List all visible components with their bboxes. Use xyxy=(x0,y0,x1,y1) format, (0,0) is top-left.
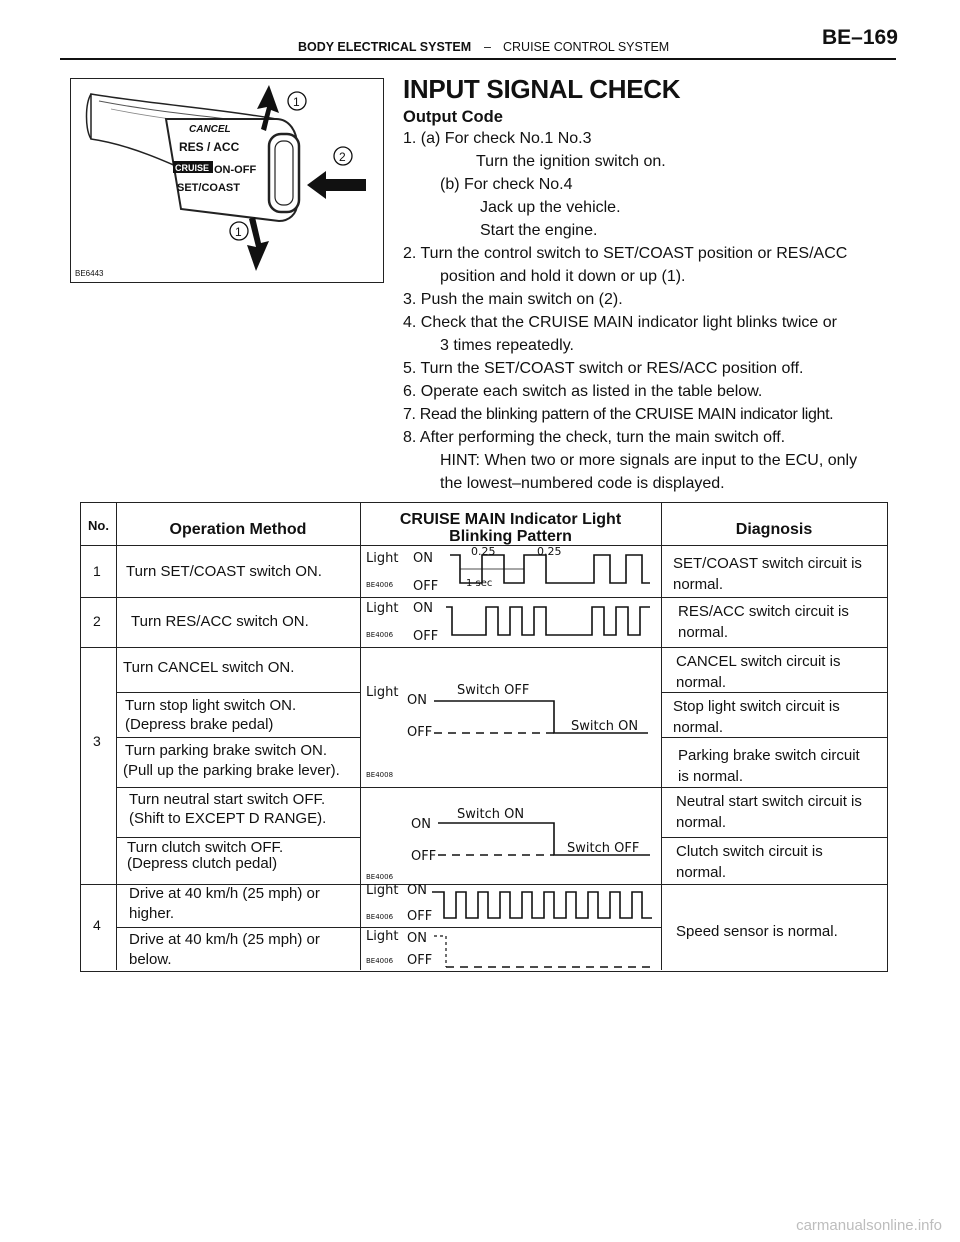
pattern-res-acc-waveform xyxy=(360,597,660,647)
pattern-cancel-waveform xyxy=(360,647,660,787)
diag-set-coast-cont: normal. xyxy=(673,576,724,593)
p3-switch-off: Switch OFF xyxy=(457,683,530,698)
input-signal-table xyxy=(80,502,888,972)
diag-set-coast: SET/COAST switch circuit is xyxy=(673,555,862,572)
method-cancel: Turn CANCEL switch ON. xyxy=(123,659,295,676)
p3-light: Light xyxy=(366,685,399,700)
p4b-on: ON xyxy=(407,931,427,946)
p1-off: OFF xyxy=(413,579,439,594)
set-coast-label: SET/COAST xyxy=(177,182,240,194)
step-5: 5. Turn the SET/COAST switch or RES/ACC position off. xyxy=(403,360,804,377)
diag-stop-light-cont: normal. xyxy=(673,719,724,736)
p3-on: ON xyxy=(407,693,427,708)
header-pattern-1: CRUISE MAIN Indicator Light xyxy=(399,511,622,528)
method-parking-brake: Turn parking brake switch ON. xyxy=(125,742,328,759)
method-clutch-note: (Depress clutch pedal) xyxy=(127,855,278,872)
callout-1-bottom: 1 xyxy=(235,225,242,239)
diag-parking-brake-cont: is normal. xyxy=(678,768,744,785)
p1-code: BE4006 xyxy=(366,581,394,589)
step-1a: 1. (a) For check No.1 No.3 xyxy=(403,130,592,147)
switch-figure xyxy=(70,78,384,283)
diag-res-acc: RES/ACC switch circuit is xyxy=(678,603,849,620)
hint: HINT: When two or more signals are input to the ECU, only xyxy=(440,452,858,469)
on-off-label: ON-OFF xyxy=(214,164,257,176)
p1-t025: 0.25 xyxy=(471,545,496,558)
p4-code: BE4006 xyxy=(366,913,394,921)
p4-off: OFF xyxy=(407,909,433,924)
method-drive-below-cont: below. xyxy=(129,951,172,968)
p1-on: ON xyxy=(413,551,433,566)
p1-t025b: 0.25 xyxy=(537,545,562,558)
p3b-switch-off: Switch OFF xyxy=(567,841,640,856)
p4b-light: Light xyxy=(366,929,399,944)
step-1b: (b) For check No.4 xyxy=(440,176,573,193)
method-neutral-start: Turn neutral start switch OFF. xyxy=(129,791,326,808)
method-res-acc: Turn RES/ACC switch ON. xyxy=(131,613,309,630)
method-stop-light-note: (Depress brake pedal) xyxy=(125,716,274,733)
p3b-code: BE4006 xyxy=(366,873,394,881)
header-pattern-2: Blinking Pattern xyxy=(449,528,572,545)
diag-clutch-cont: normal. xyxy=(676,864,727,881)
callout-2: 2 xyxy=(339,150,346,164)
pattern-speed-low-waveform xyxy=(360,927,660,970)
method-stop-light: Turn stop light switch ON. xyxy=(125,697,297,714)
method-clutch: Turn clutch switch OFF. xyxy=(127,839,284,856)
step-1b-detail-1: Jack up the vehicle. xyxy=(480,199,621,216)
pattern-neutral-waveform xyxy=(360,787,660,884)
diag-speed-sensor: Speed sensor is normal. xyxy=(676,923,838,940)
watermark: carmanualsonline.info xyxy=(796,1217,942,1234)
method-set-coast: Turn SET/COAST switch ON. xyxy=(126,563,322,580)
method-drive-below: Drive at 40 km/h (25 mph) or xyxy=(129,931,320,948)
diag-clutch: Clutch switch circuit is xyxy=(676,843,823,860)
diag-stop-light: Stop light switch circuit is xyxy=(673,698,840,715)
push-arrow-icon xyxy=(307,171,366,199)
step-7: 7. Read the blinking pattern of the CRUISE MAIN indicator light. xyxy=(403,406,834,423)
cruise-switch-illustration xyxy=(71,79,382,281)
diag-cancel: CANCEL switch circuit is xyxy=(676,653,841,670)
diag-cancel-cont: normal. xyxy=(676,674,727,691)
p2-on: ON xyxy=(413,601,433,616)
diag-parking-brake: Parking brake switch circuit xyxy=(678,747,860,764)
cancel-label: CANCEL xyxy=(189,124,231,135)
pattern-speed-high-waveform xyxy=(360,884,660,927)
header-subsection: CRUISE CONTROL SYSTEM xyxy=(503,40,670,54)
row-no-2: 2 xyxy=(93,613,101,629)
p3b-on: ON xyxy=(411,817,431,832)
header-rule xyxy=(60,58,896,60)
pattern-set-coast-waveform xyxy=(360,545,660,597)
section-subtitle: Output Code xyxy=(403,108,503,126)
step-8: 8. After performing the check, turn the main switch off. xyxy=(403,429,786,446)
p3-off: OFF xyxy=(407,725,433,740)
step-3: 3. Push the main switch on (2). xyxy=(403,291,623,308)
page-number: BE–169 xyxy=(822,26,898,49)
diag-res-acc-cont: normal. xyxy=(678,624,729,641)
p1-one-sec: 1 sec xyxy=(466,578,493,589)
p4-light: Light xyxy=(366,883,399,898)
step-2-cont: position and hold it down or up (1). xyxy=(440,268,686,285)
step-1a-detail: Turn the ignition switch on. xyxy=(476,153,666,170)
header-no: No. xyxy=(88,518,109,533)
diag-neutral-start: Neutral start switch circuit is xyxy=(676,793,862,810)
figure-code: BE6443 xyxy=(75,269,104,278)
p2-light: Light xyxy=(366,601,399,616)
step-2: 2. Turn the control switch to SET/COAST position or RES/ACC xyxy=(403,245,848,262)
p4b-off: OFF xyxy=(407,953,433,968)
row-no-1: 1 xyxy=(93,563,101,579)
cruise-label: CRUISE xyxy=(175,163,210,173)
step-4: 4. Check that the CRUISE MAIN indicator light blinks twice or xyxy=(403,314,837,331)
step-6: 6. Operate each switch as listed in the table below. xyxy=(403,383,763,400)
p3b-switch-on: Switch ON xyxy=(457,807,525,822)
diag-neutral-start-cont: normal. xyxy=(676,814,727,831)
callout-1-top: 1 xyxy=(293,95,300,109)
header-section: BODY ELECTRICAL SYSTEM xyxy=(298,40,472,54)
method-drive-higher: Drive at 40 km/h (25 mph) or xyxy=(129,885,320,902)
method-drive-higher-cont: higher. xyxy=(129,905,175,922)
p3-code: BE4008 xyxy=(366,771,394,779)
row-no-4: 4 xyxy=(93,917,101,933)
p3b-off: OFF xyxy=(411,849,437,864)
hint-cont: the lowest–numbered code is displayed. xyxy=(440,475,725,492)
p1-light: Light xyxy=(366,551,399,566)
row-no-3: 3 xyxy=(93,733,101,749)
method-parking-brake-note: (Pull up the parking brake lever). xyxy=(123,762,340,779)
method-neutral-start-note: (Shift to EXCEPT D RANGE). xyxy=(129,810,327,827)
step-1b-detail-2: Start the engine. xyxy=(480,222,598,239)
header-diagnosis: Diagnosis xyxy=(735,521,813,538)
down-arrow-icon xyxy=(247,217,269,271)
p2-code: BE4006 xyxy=(366,631,394,639)
res-acc-label: RES / ACC xyxy=(179,140,240,154)
header-separator: – xyxy=(484,40,491,54)
p2-off: OFF xyxy=(413,629,439,644)
step-4-cont: 3 times repeatedly. xyxy=(440,337,574,354)
p3-switch-on: Switch ON xyxy=(571,719,639,734)
p4-on: ON xyxy=(407,883,427,898)
section-title: INPUT SIGNAL CHECK xyxy=(403,74,681,104)
header-method: Operation Method xyxy=(169,521,307,538)
p4b-code: BE4006 xyxy=(366,957,394,965)
